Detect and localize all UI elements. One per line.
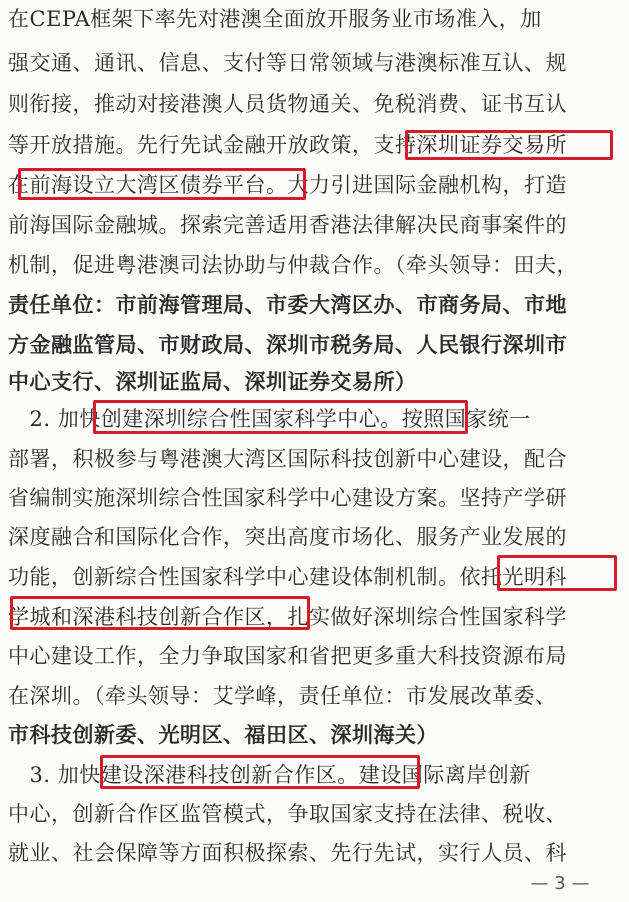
text-line: 机制，促进粤港澳司法协助与仲裁合作。（牵头领导：田夫， [8, 253, 578, 277]
text-line: 学城和深港科技创新合作区，扎实做好深圳综合性国家科学 [8, 605, 567, 629]
text-line: 省编制实施深圳综合性国家科学中心建设方案。坚持产学研 [8, 486, 567, 510]
highlight-box [18, 168, 306, 200]
text-line-bold: 市科技创新委、光明区、福田区、深圳海关） [8, 722, 438, 747]
text-line: 就业、社会保障等方面积极探索、先行先试，实行人员、科 [8, 841, 567, 865]
highlight-box [497, 555, 617, 591]
text-line-bold: 中心支行、深圳证监局、深圳证券交易所） [8, 369, 417, 394]
text-line: 2. 加快创建深圳综合性国家科学中心。按照国家统一 [8, 407, 531, 431]
highlight-box [93, 400, 468, 434]
text-line: 深度融合和国际化合作，突出高度市场化、服务产业发展的 [8, 525, 567, 549]
text-line-bold: 责任单位：市前海管理局、市委大湾区办、市商务局、市地 [8, 292, 567, 317]
text-line: 则衔接，推动对接港澳人员货物通关、免税消费、证书互认 [8, 92, 567, 116]
page-number: — 3 — [530, 873, 590, 894]
text-line: 强交通、通讯、信息、支付等日常领域与港澳标准互认、规 [8, 51, 567, 75]
text-line: 前海国际金融城。探索完善适用香港法律解决民商事案件的 [8, 213, 567, 237]
highlight-box [405, 130, 613, 160]
text-line: 中心建设工作，全力争取国家和省把更多重大科技资源布局 [8, 644, 567, 668]
text-line: 在深圳。（牵头领导：艾学峰，责任单位：市发展改革委、 [8, 684, 557, 708]
text-line: 中心，创新合作区监管模式，争取国家支持在法律、税收、 [8, 802, 567, 826]
text-line-bold: 方金融监管局、市财政局、深圳市税务局、人民银行深圳市 [8, 332, 567, 357]
text-line: 在前海设立大湾区债券平台。大力引进国际金融机构，打造 [8, 173, 567, 197]
text-line: 功能，创新综合性国家科学中心建设体制机制。依托光明科 [8, 565, 567, 589]
highlight-box [10, 596, 310, 630]
highlight-box [100, 755, 420, 789]
text-line: 3. 加快建设深港科技创新合作区。建设国际离岸创新 [8, 763, 531, 787]
text-line: 等开放措施。先行先试金融开放政策，支持深圳证券交易所 [8, 133, 567, 157]
text-line: 部署，积极参与粤港澳大湾区国际科技创新中心建设，配合 [8, 447, 567, 471]
text-line: 在CEPA框架下率先对港澳全面放开服务业市场准入，加 [8, 7, 542, 31]
